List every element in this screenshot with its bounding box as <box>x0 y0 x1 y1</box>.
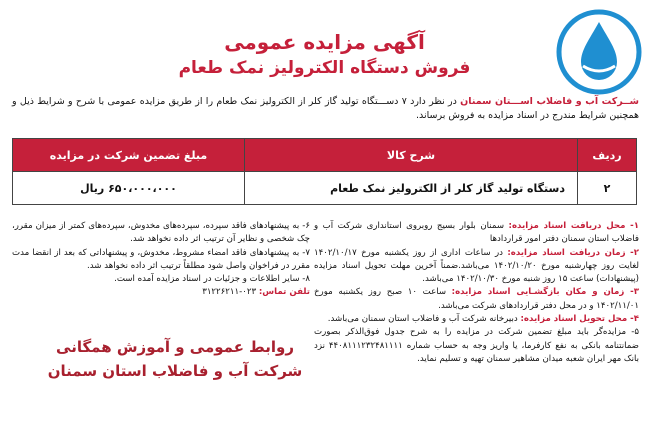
condition-6: ۶- به پیشنهادهای فاقد سپرده، سپرده‌های مخدوش، سپرده‌های کمتر از میزان مقرر، چک شخصی و نظایر آن ترتیب اثر داده نخواهد شد. <box>12 221 310 245</box>
signature-department: روابط عمومی و آموزش همگانی <box>56 338 294 356</box>
header-index: ردیف <box>578 139 637 172</box>
table-header-row <box>13 139 637 172</box>
condition-4 <box>314 313 639 326</box>
row-description: دستگاه تولید گاز کلر از الکترولیز نمک طعام <box>245 172 578 205</box>
header-description: شرح کالا <box>245 139 578 172</box>
row-index: ۲ <box>578 172 637 205</box>
conditions-left-column <box>12 220 310 300</box>
header-amount: مبلغ تضمین شرکت در مزایده <box>13 139 245 172</box>
items-table <box>12 138 637 205</box>
condition-1-text: سمنان بلوار بسیج روبروی استانداری شرکت آب و فاضلاب استان سمنان دفتر امور قراردادها <box>314 221 639 245</box>
condition-2-text: در ساعات اداری از روز یکشنبه مورخ ۱۴۰۲/۱۰/۱۷ لغایت روز چهارشنبه مورخ ۱۴۰۲/۱۰/۲۰ می‌باشد.ضمناً آخرین مهلت تحویل اسناد مزایده (پیشنهادات) ساعت ۱۵ روز شنبه مورخ ۱۴۰۲/۱۰/۳۰ می‌باشد. <box>314 247 639 285</box>
phone-label: تلفن تماس: <box>258 287 310 298</box>
condition-2 <box>314 247 639 287</box>
notice-subtitle: فروش دستگاه الکترولیز نمک طعام <box>178 58 471 78</box>
condition-7: ۷- به پیشنهادهای فاقد امضاء مشروط، مخدوش، و پیشنهاداتی که بعد از انقضا مدت مقرر در فراخوان واصل شود مطلقاً ترتیب اثر داده نخواهد شد. <box>12 247 310 271</box>
condition-2-label: ۲- زمان دریافت اسناد مزایده: <box>507 247 639 258</box>
phone-number: ۰۲۳-۳۱۲۲۶۲۱۱ <box>202 287 257 298</box>
notice-title: آگهی مزایده عمومی <box>224 30 425 54</box>
row-amount: ۶۵۰،۰۰۰،۰۰۰ ریال <box>13 172 245 205</box>
organization-name: شــرکت آب و فاضلاب اســـتان سمنان <box>460 96 639 107</box>
condition-4-label: ۴- محل تحویل اسناد مزایده: <box>520 314 639 325</box>
intro-text: در نظر دارد ۷ دســـتگاه تولید گاز کلر از الکترولیز نمک طعام را از طریق مزایده عمومی با شرح و شرایط ذیل و همچنین شرایط مندرج در اسناد مزایده به فروش برساند. <box>12 96 639 121</box>
table-row <box>13 172 637 205</box>
conditions-right-column <box>314 220 639 366</box>
signature-company: شرکت آب و فاضلاب استان سمنان <box>47 362 303 380</box>
condition-5: ۵- مزایده‌گر باید مبلغ تضمین شرکت در مزایده را به شرح جدول فوق‌الذکر بصورت ضمانتنامه بانکی به نفع کارفرما، یا واریز وجه به حساب شماره ۴۴۰۸۱۱۱۲۳۲۴۸۱۱۱۱ نزد بانک مهر ایران شعبه میدان مشاهیر سمنان تهیه و تسلیم نماید. <box>314 327 639 364</box>
condition-3-text: ساعت ۱۰ صبح روز یکشنبه مورخ ۱۴۰۲/۱۱/۰۱ و در محل دفتر قراردادهای شرکت می‌باشد. <box>314 287 639 311</box>
condition-4-text: دبیرخانه شرکت آب و فاضلاب استان سمنان می‌باشد. <box>327 314 521 325</box>
condition-3-label: ۳- زمان و مکان بازگشـایی اسناد مزایده: <box>451 287 639 298</box>
condition-3 <box>314 286 639 313</box>
condition-1-label: ۱- محل دریافت اسناد مزایده: <box>508 221 639 231</box>
condition-8: ۸- سایر اطلاعات و جزئیات در اسناد مزایده آمده است. <box>114 274 310 285</box>
condition-1 <box>314 220 639 247</box>
intro-paragraph <box>12 95 639 123</box>
phone-line <box>12 286 310 299</box>
